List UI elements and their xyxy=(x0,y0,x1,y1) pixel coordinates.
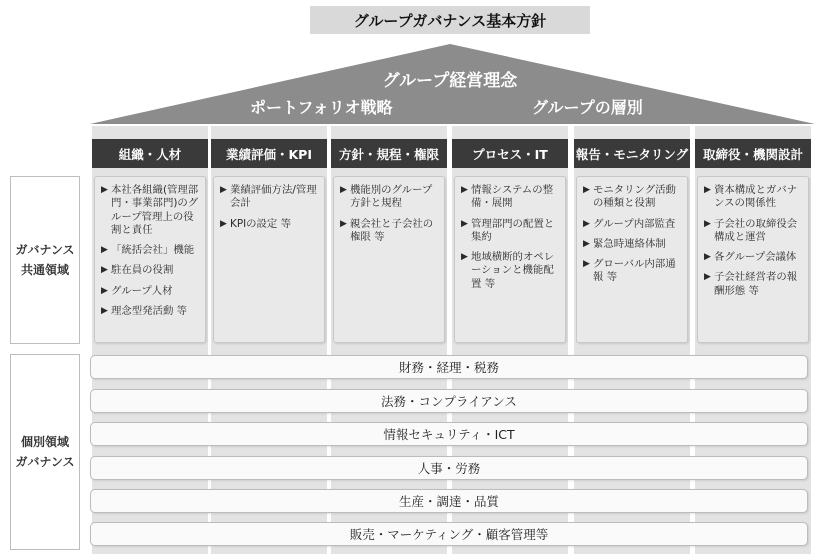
bullet-triangle-icon: ▶ xyxy=(340,218,347,229)
bullet-triangle-icon: ▶ xyxy=(583,238,590,249)
pillar-item xyxy=(583,238,681,251)
individual-area-label xyxy=(10,354,80,550)
pillar-item-text: 理念型発活動 等 xyxy=(111,305,188,318)
individual-domain-band: 法務・コンプライアンス xyxy=(90,389,808,413)
pillar-item xyxy=(101,184,199,237)
pillar-item-text: 各グループ会議体 xyxy=(714,251,797,264)
pillar-item-text: グループ人材 xyxy=(111,284,173,297)
pillar-item xyxy=(461,184,559,211)
individual-domain-band: 販売・マーケティング・顧客管理等 xyxy=(90,522,808,546)
pillar-item xyxy=(583,218,681,231)
bullet-triangle-icon: ▶ xyxy=(101,285,108,296)
individual-domain-band: 財務・経理・税務 xyxy=(90,355,808,379)
pillar-title: 業績評価・KPI xyxy=(211,139,327,168)
pillar-item-text: 管理部門の配置と集約 xyxy=(471,217,555,243)
roof-left-label: ポートフォリオ戦略 xyxy=(250,98,393,117)
pillar-item xyxy=(220,184,318,211)
pillar-title: 方針・規程・権限 xyxy=(331,139,447,168)
bullet-triangle-icon: ▶ xyxy=(583,259,590,270)
common-area-label xyxy=(10,176,80,344)
pillar-item-text: 本社各組織(管理部門・事業部門)のグループ管理上の役割と責任 xyxy=(111,184,199,236)
pillar-item xyxy=(101,264,199,277)
pillar-item xyxy=(704,271,802,298)
bullet-triangle-icon: ▶ xyxy=(461,185,468,195)
individual-area-label-line2: ガバナンス xyxy=(15,455,75,469)
pillar-item-text: 情報システムの整備・展開 xyxy=(471,184,554,210)
pillar-title: 報告・モニタリング xyxy=(574,139,690,168)
roof-right-label: グループの層別 xyxy=(532,98,643,117)
pillar-item-text: 業績評価方法/管理会計 xyxy=(230,184,317,210)
bullet-triangle-icon: ▶ xyxy=(101,245,108,256)
pillar-item-text: 駐在員の役割 xyxy=(111,264,174,277)
pillar-title: 取締役・機関設計 xyxy=(695,139,811,168)
pillar-item xyxy=(583,184,681,211)
pillar-item xyxy=(101,244,199,257)
roof-main-label: グループ経営理念 xyxy=(382,71,518,91)
bullet-triangle-icon: ▶ xyxy=(220,218,227,229)
bullet-triangle-icon: ▶ xyxy=(220,185,227,195)
pillar-item-text: グループ内部監査 xyxy=(593,217,676,230)
bullet-triangle-icon: ▶ xyxy=(704,252,711,263)
pillar-item-text: 子会社経営者の報酬形態 等 xyxy=(714,271,798,297)
bullet-triangle-icon: ▶ xyxy=(101,185,108,195)
pillar-item-text: 地域横断的オペレーションと機能配置 等 xyxy=(471,251,555,290)
common-area-label-line1: ガバナンス xyxy=(15,243,75,257)
pillar-item xyxy=(461,251,559,291)
pillar-item xyxy=(101,285,199,298)
pillar-item xyxy=(704,184,802,211)
bullet-triangle-icon: ▶ xyxy=(583,218,590,229)
pillar-items-box xyxy=(576,176,688,343)
bullet-triangle-icon: ▶ xyxy=(340,185,347,195)
individual-domain-band: 人事・労務 xyxy=(90,456,808,480)
pillar-items-box xyxy=(213,176,325,343)
pillar-item-text: 緊急時連絡体制 xyxy=(593,237,666,250)
pillar-item xyxy=(340,184,438,211)
bullet-triangle-icon: ▶ xyxy=(704,185,711,195)
pillar-item xyxy=(704,218,802,245)
diagram-title: グループガバナンス基本方針 xyxy=(310,6,590,34)
pillar-items-box xyxy=(333,176,445,343)
bullet-triangle-icon: ▶ xyxy=(461,252,468,263)
pillar-item xyxy=(340,218,438,245)
pillar-title: プロセス・IT xyxy=(452,139,568,168)
bullet-triangle-icon: ▶ xyxy=(461,218,468,229)
pillar-item-text: 「統括会社」機能 xyxy=(111,244,195,257)
pillar-item xyxy=(583,258,681,285)
pillar-item-text: KPIの設定 等 xyxy=(230,217,292,230)
bullet-triangle-icon: ▶ xyxy=(101,265,108,276)
pillar-item-text: 親会社と子会社の権限 等 xyxy=(350,217,434,243)
roof-shape xyxy=(0,0,820,130)
bullet-triangle-icon: ▶ xyxy=(704,218,711,229)
pillar-items-box xyxy=(697,176,809,343)
pillar-item-text: 機能別のグループ方針と規程 xyxy=(350,184,433,210)
pillar-item xyxy=(220,218,318,231)
pillar-item-text: モニタリング活動の種類と役割 xyxy=(593,184,676,210)
bullet-triangle-icon: ▶ xyxy=(583,185,590,195)
pillar-item xyxy=(461,218,559,245)
individual-domain-band: 生産・調達・品質 xyxy=(90,489,808,513)
pillar-item-text: 資本構成とガバナンスの関係性 xyxy=(714,184,798,210)
bullet-triangle-icon: ▶ xyxy=(704,272,711,283)
common-area-label-line2: 共通領域 xyxy=(20,263,69,277)
pillar-item-text: 子会社の取締役会構成と運営 xyxy=(714,217,798,243)
pillar-items-box xyxy=(454,176,566,343)
pillar-item-text: グローバル内部通報 等 xyxy=(593,258,676,284)
bullet-triangle-icon: ▶ xyxy=(101,306,108,317)
individual-domain-band: 情報セキュリティ・ICT xyxy=(90,422,808,446)
pillar-item xyxy=(101,305,199,318)
pillar-items-box xyxy=(94,176,206,343)
pillar-item xyxy=(704,251,802,264)
pillar-title: 組織・人材 xyxy=(92,139,208,168)
individual-area-label-line1: 個別領域 xyxy=(20,435,69,449)
